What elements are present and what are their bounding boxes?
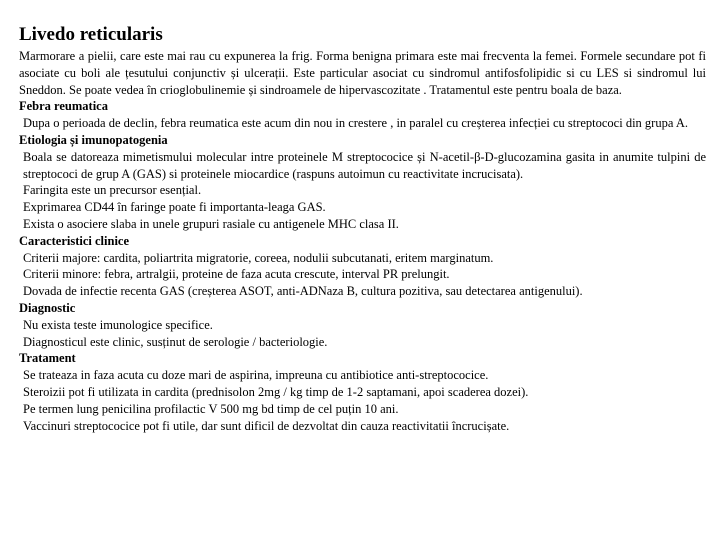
livedo-paragraph: Marmorare a pielii, care este mai rau cu expunerea la frig. Forma benigna primara este mai frecventa la femei. Formele secundare pot fi asociate cu boli ale țesutului conjunctiv și ulcerații. Este particular asociat cu sindromul antifosfolipidic si cu LES si sindromul lui Sneddon. Se poate vedea în crioglobulinemie și sindroamele de hipervascozitate . Tratamentul este pentru boala de baza. bbox=[19, 49, 706, 97]
section-paragraph: Boala se datoreaza mimetismului molecular intre proteinele M streptococice și N-acetil-β-D-glucozamina gasita in anumite tulpini de streptococi de grup A (GAS) si proteinele miocardice (raspuns autoimun cu reactivitate incrucisata). bbox=[23, 149, 706, 181]
section-paragraph: Pe termen lung penicilina profilactic V 500 mg bd timp de cel puțin 10 ani. bbox=[23, 401, 399, 416]
section-paragraph: Nu exista teste imunologice specifice. bbox=[23, 317, 213, 332]
section-paragraph: Criterii minore: febra, artralgii, proteine de faza acuta crescute, interval PR prelungit. bbox=[23, 267, 450, 282]
sections-container bbox=[19, 98, 706, 434]
section-paragraph: Faringita este un precursor esențial. bbox=[23, 183, 202, 198]
document-title: Livedo reticularis bbox=[19, 24, 163, 45]
section-paragraph: Diagnosticul este clinic, susținut de serologie / bacteriologie. bbox=[23, 334, 328, 349]
section-paragraph: Dupa o perioada de declin, febra reumatica este acum din nou in crestere , in paralel cu creșterea infecției cu streptococi din grupa A. bbox=[23, 116, 688, 131]
section-paragraph: Exprimarea CD44 în faringe poate fi importanta-leaga GAS. bbox=[23, 200, 326, 215]
section-heading: Caracteristici clinice bbox=[19, 233, 130, 248]
section-paragraph: Steroizii pot fi utilizata in cardita (prednisolon 2mg / kg timp de 1-2 saptamani, apoi scaderea dozei). bbox=[23, 384, 529, 399]
section-paragraph: Dovada de infectie recenta GAS (creșterea ASOT, anti-ADNaza B, cultura pozitiva, sau detectarea antigenului). bbox=[23, 284, 583, 299]
section-paragraph: Vaccinuri streptococice pot fi utile, dar sunt dificil de dezvoltat din cauza reactivitatii încrucișate. bbox=[23, 418, 510, 433]
section-paragraph: Exista o asociere slaba in unele grupuri rasiale cu antigenele MHC clasa II. bbox=[23, 216, 399, 231]
section-heading: Tratament bbox=[19, 351, 76, 366]
section-paragraph: Se trateaza in faza acuta cu doze mari de aspirina, impreuna cu antibiotice anti-streptococice. bbox=[23, 368, 489, 383]
section-heading: Etiologia și imunopatogenia bbox=[19, 132, 168, 147]
section-paragraph: Criterii majore: cardita, poliartrita migratorie, coreea, nodulii subcutanati, eritem marginatum. bbox=[23, 250, 494, 265]
section-heading: Febra reumatica bbox=[19, 99, 108, 114]
section-heading: Diagnostic bbox=[19, 300, 76, 315]
